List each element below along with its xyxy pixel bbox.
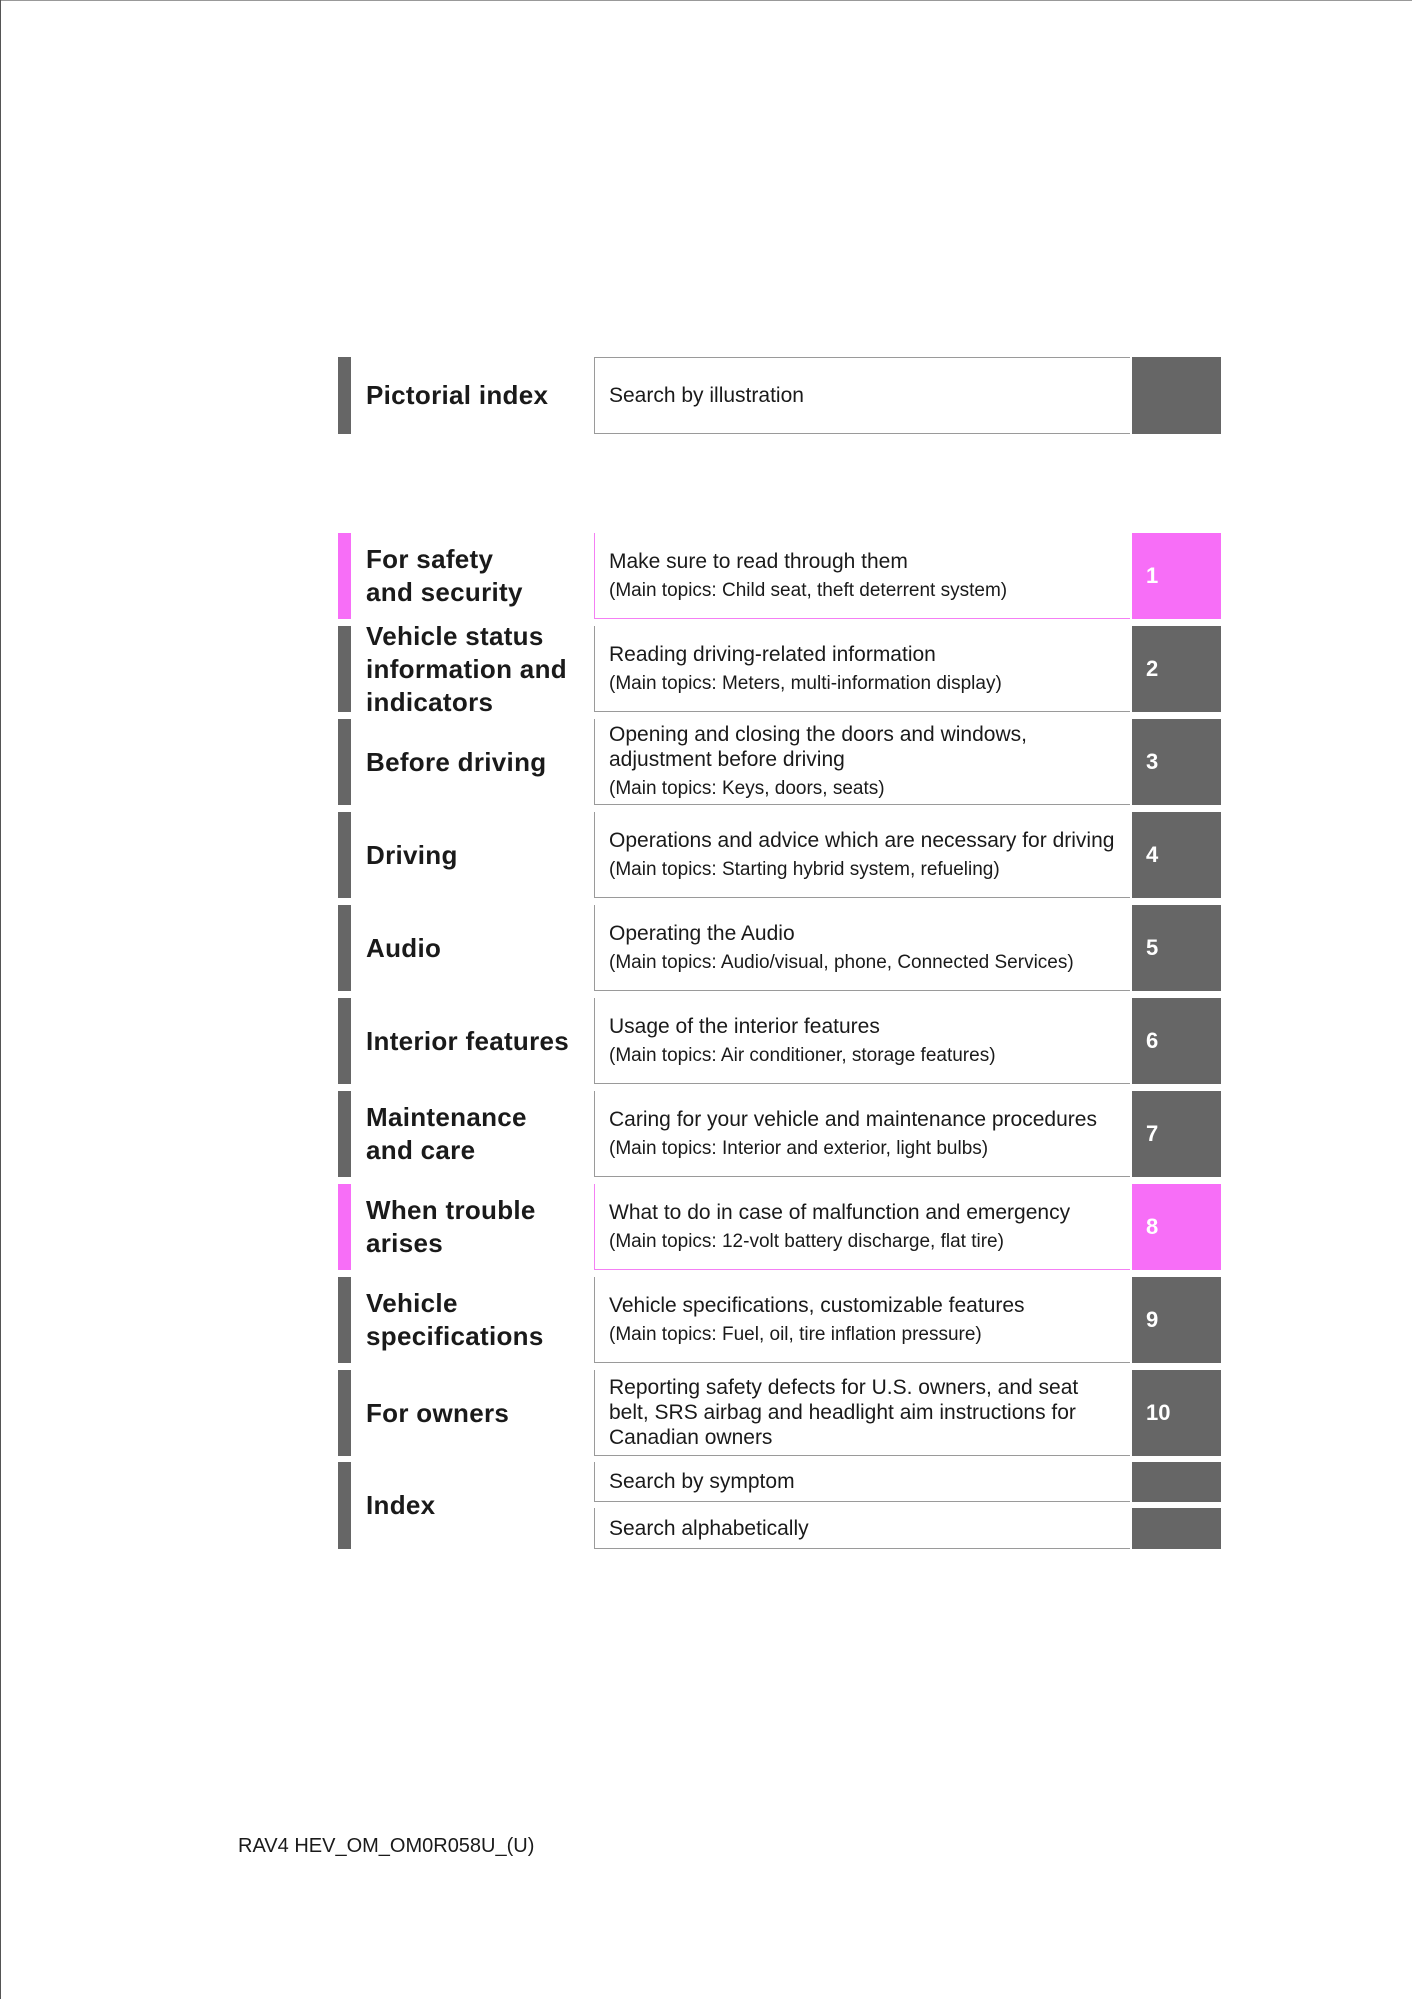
section-title: For owners — [366, 1397, 510, 1428]
chapter-tab-6[interactable]: 6 — [1132, 998, 1221, 1084]
section-main-topics: (Main topics: Starting hybrid system, refueling) — [609, 858, 1000, 880]
section-title: For safety and security — [366, 544, 523, 607]
chapter-tab-9[interactable]: 9 — [1132, 1277, 1221, 1363]
chapter-row-3[interactable] — [338, 719, 1221, 805]
chapter-tab-10[interactable]: 10 — [1132, 1370, 1221, 1456]
section-title: Vehicle specifications — [366, 1288, 544, 1351]
chapter-tab-8[interactable]: 8 — [1132, 1184, 1221, 1270]
section-main-topics: (Main topics: Keys, doors, seats) — [609, 778, 885, 799]
chapter-tab-1[interactable]: 1 — [1132, 533, 1221, 619]
chapter-row-1[interactable] — [338, 533, 1221, 619]
index-symptom-tab[interactable] — [1132, 1462, 1221, 1502]
section-desc: Usage of the interior features — [609, 1014, 880, 1038]
section-desc: Caring for your vehicle and maintenance procedures — [609, 1107, 1097, 1131]
chapter-row-7[interactable] — [338, 1091, 1221, 1177]
page-border-left — [0, 0, 1, 1999]
page-border-top — [0, 0, 1412, 1]
index-row — [338, 1462, 1221, 1549]
chapter-tab-2[interactable]: 2 — [1132, 626, 1221, 712]
section-title: Interior features — [366, 1025, 570, 1056]
section-title: Audio — [366, 932, 442, 963]
section-bar — [338, 1184, 351, 1270]
section-bar — [338, 998, 351, 1084]
section-title: Maintenance and care — [366, 1102, 527, 1165]
section-desc: Operations and advice which are necessary for driving — [609, 828, 1115, 852]
section-desc-box — [594, 1462, 1130, 1502]
document-code: RAV4 HEV_OM_OM0R058U_(U) — [238, 1835, 535, 1857]
section-desc-box — [594, 1370, 1130, 1456]
chapter-tab-7[interactable]: 7 — [1132, 1091, 1221, 1177]
section-desc: Vehicle specifications, customizable features — [609, 1293, 1025, 1317]
section-bar — [338, 812, 351, 898]
chapter-tab-4[interactable]: 4 — [1132, 812, 1221, 898]
section-desc: Opening and closing the doors and windows, adjustment before driving — [609, 723, 1027, 771]
chapter-row-10[interactable] — [338, 1370, 1221, 1456]
index-alpha-tab[interactable] — [1132, 1508, 1221, 1549]
chapter-row-5[interactable] — [338, 905, 1221, 991]
section-desc: What to do in case of malfunction and emergency — [609, 1200, 1071, 1224]
section-bar — [338, 905, 351, 991]
section-desc: Search by illustration — [609, 384, 804, 407]
chapter-row-2[interactable] — [338, 620, 1221, 717]
section-desc-box — [594, 1508, 1130, 1549]
section-desc-box — [594, 1184, 1130, 1270]
section-tab[interactable] — [1132, 357, 1221, 434]
section-desc-box — [594, 719, 1130, 805]
section-bar — [338, 533, 351, 619]
chapter-row-8[interactable] — [338, 1184, 1221, 1270]
section-bar — [338, 1370, 351, 1456]
section-title: Vehicle status information and indicators — [366, 620, 567, 717]
index-alpha-entry[interactable] — [338, 1508, 1221, 1549]
chapter-tab-3[interactable]: 3 — [1132, 719, 1221, 805]
section-desc-box — [594, 626, 1130, 712]
section-bar — [338, 719, 351, 805]
section-desc-box — [594, 357, 1130, 434]
section-main-topics: (Main topics: Audio/visual, phone, Connected Services) — [609, 951, 1074, 973]
section-title: When trouble arises — [366, 1195, 536, 1258]
section-desc-box — [594, 812, 1130, 898]
chapter-row-6[interactable] — [338, 998, 1221, 1084]
section-main-topics: (Main topics: Interior and exterior, light bulbs) — [609, 1137, 989, 1159]
section-desc: Reporting safety defects for U.S. owners, and seat belt, SRS airbag and headlight aim instructions for Canadian owners — [609, 1376, 1079, 1449]
section-main-topics: (Main topics: 12-volt battery discharge, flat tire) — [609, 1230, 1004, 1252]
section-main-topics: (Main topics: Meters, multi-information display) — [609, 672, 1002, 694]
section-main-topics: (Main topics: Air conditioner, storage features) — [609, 1044, 996, 1066]
chapter-row-4[interactable] — [338, 812, 1221, 898]
section-title: Index — [366, 1490, 436, 1520]
section-desc-box — [594, 533, 1130, 619]
section-bar — [338, 1277, 351, 1363]
section-desc: Reading driving-related information — [609, 642, 936, 666]
section-desc: Operating the Audio — [609, 921, 795, 945]
section-bar — [338, 626, 351, 712]
chapter-tab-5[interactable]: 5 — [1132, 905, 1221, 991]
section-desc: Search by symptom — [609, 1470, 795, 1493]
section-bar — [338, 1091, 351, 1177]
section-desc: Search alphabetically — [609, 1516, 809, 1540]
section-title: Pictorial index — [366, 380, 549, 410]
chapter-row-9[interactable] — [338, 1277, 1221, 1363]
pictorial-index-row[interactable] — [338, 357, 1221, 434]
section-desc-box — [594, 1091, 1130, 1177]
section-title: Driving — [366, 839, 458, 870]
section-desc-box — [594, 998, 1130, 1084]
section-bar — [338, 357, 351, 434]
section-title: Before driving — [366, 746, 547, 777]
section-main-topics: (Main topics: Fuel, oil, tire inflation pressure) — [609, 1323, 982, 1345]
section-desc-box — [594, 1277, 1130, 1363]
section-desc-box — [594, 905, 1130, 991]
index-symptom-entry[interactable] — [338, 1462, 1221, 1502]
section-desc: Make sure to read through them — [609, 549, 908, 573]
section-main-topics: (Main topics: Child seat, theft deterrent system) — [609, 579, 1008, 601]
